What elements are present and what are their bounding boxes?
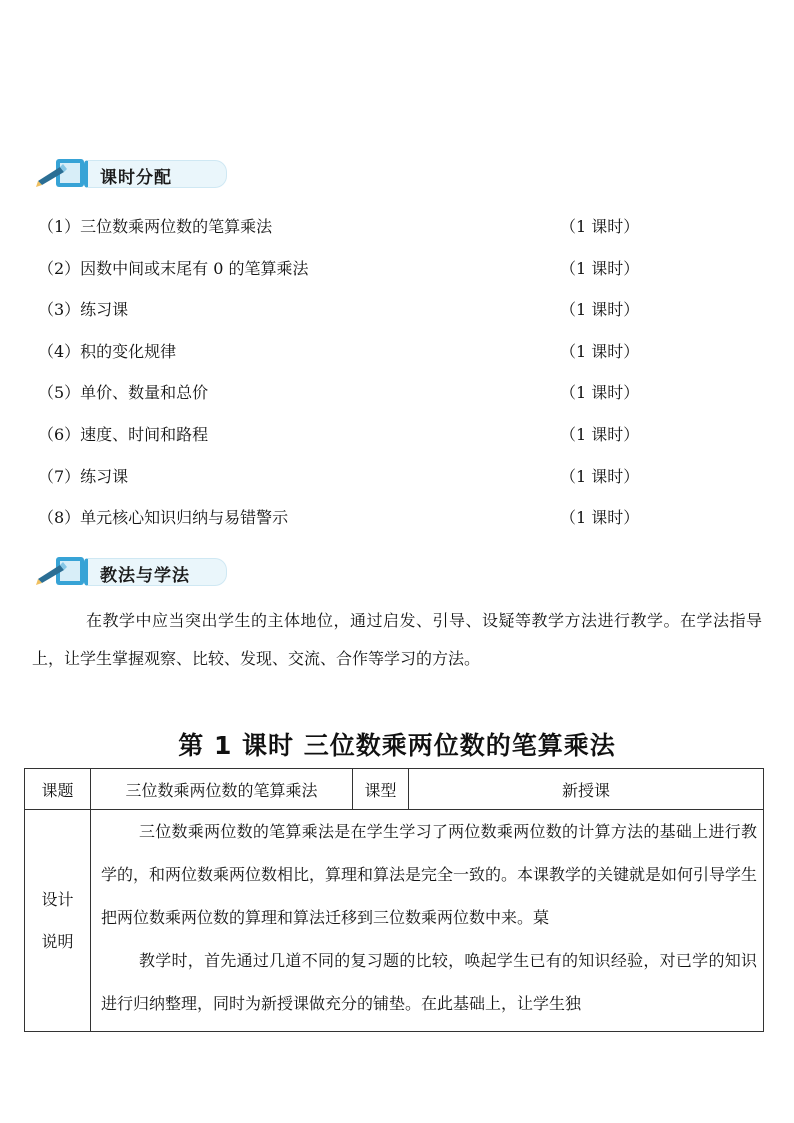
lesson-hours: （1 课时） <box>560 508 640 528</box>
lesson-title: 第 1 课时 三位数乘两位数的笔算乘法 <box>178 731 616 760</box>
section-tag <box>84 558 227 586</box>
section-tag <box>84 160 227 188</box>
lesson-label: （1）三位数乘两位数的笔算乘法 <box>38 217 273 236</box>
lesson-label: （7）练习课 <box>38 466 129 486</box>
lesson-item <box>38 215 658 239</box>
section-header-lesson-allocation <box>34 153 194 193</box>
lesson-item <box>38 381 658 405</box>
type-label: 课型 <box>353 769 409 810</box>
lesson-item <box>38 257 658 281</box>
table-row <box>25 769 764 810</box>
lesson-label: （5）单价、数量和总价 <box>38 383 209 403</box>
lesson-item <box>38 506 658 530</box>
lesson-hours: （1 课时） <box>560 258 640 278</box>
lesson-hours: （1 课时） <box>560 217 640 236</box>
lesson-hours: （1 课时） <box>560 341 640 361</box>
lesson-hours: （1 课时） <box>560 425 640 444</box>
section-title: 课时分配 <box>100 168 172 188</box>
design-paragraph-1: 三位数乘两位数的笔算乘法是在学生学习了两位数乘两位数的计算方法的基础上进行教学的，和两位数乘两位数相比，算理和算法是完全一致的。本课教学的关键就是如何引导学生把两位数乘两位数的算理和算法迁移到三位数乘两位数中来。菒 <box>101 822 758 927</box>
lesson-label: （8）单元核心知识归纳与易错警示 <box>38 508 289 528</box>
lesson-plan-table <box>24 768 764 1032</box>
section-title: 教法与学法 <box>100 566 190 586</box>
lesson-item <box>38 298 658 322</box>
lesson-label: （2）因数中间或末尾有 0 的笔算乘法 <box>38 258 309 278</box>
lesson-label: （4）积的变化规律 <box>38 341 177 361</box>
lesson-item <box>38 465 658 489</box>
lesson-hours: （1 课时） <box>560 300 640 320</box>
design-description <box>91 810 764 1032</box>
topic-label: 课题 <box>25 769 91 810</box>
lesson-item <box>38 423 658 447</box>
lesson-label: （6）速度、时间和路程 <box>38 425 209 444</box>
lesson-hours: （1 课时） <box>560 383 640 403</box>
lesson-hours: （1 课时） <box>560 466 640 486</box>
table-row <box>25 810 764 1032</box>
section-header-teaching-methods <box>34 551 194 591</box>
type-value: 新授课 <box>409 769 764 810</box>
teaching-methods-paragraph: 在教学中应当突出学生的主体地位，通过启发、引导、设疑等教学方法进行教学。在学法指导上，让学生掌握观察、比较、发现、交流、合作等学习的方法。 <box>32 611 762 668</box>
topic-value: 三位数乘两位数的笔算乘法 <box>91 769 353 810</box>
lesson-item <box>38 340 658 364</box>
design-label-line1: 设计 <box>41 889 74 909</box>
lesson-label: （3）练习课 <box>38 300 129 320</box>
design-label <box>25 810 91 1032</box>
design-paragraph-2: 教学时，首先通过几道不同的复习题的比较，唤起学生已有的知识经验，对已学的知识进行归纳整理，同时为新授课做充分的铺垫。在此基础上，让学生独 <box>101 951 757 1013</box>
design-label-line2: 说明 <box>41 931 74 951</box>
